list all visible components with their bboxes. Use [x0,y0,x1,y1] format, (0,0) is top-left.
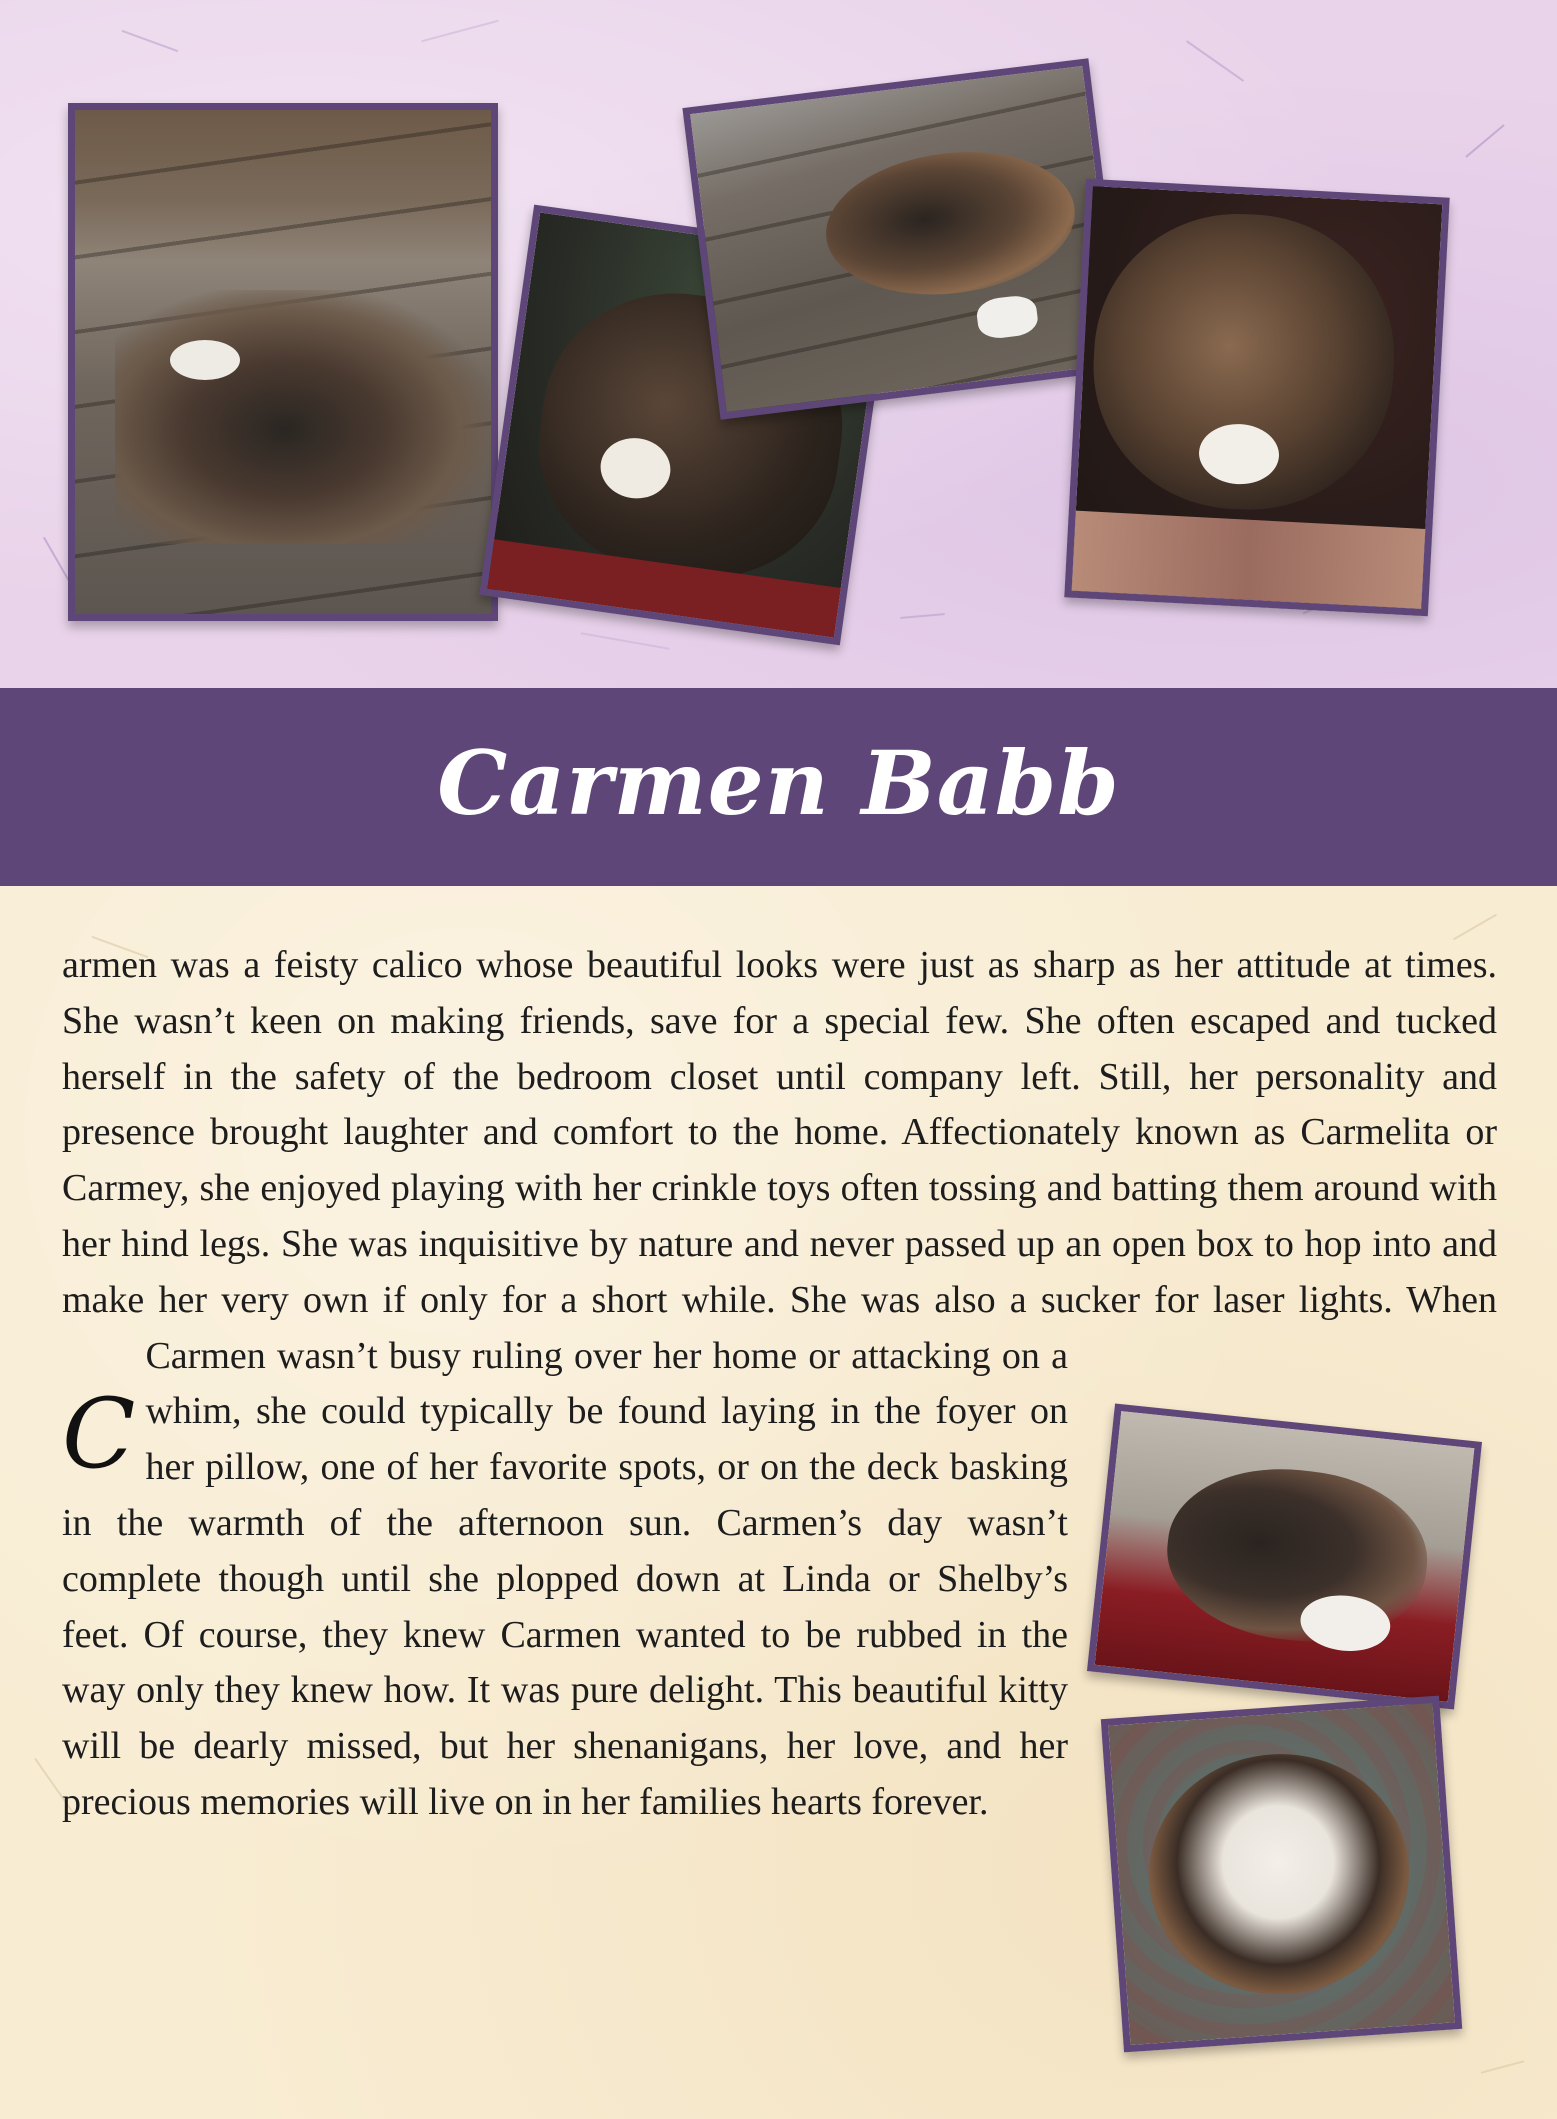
page-title: Carmen Babb [437,731,1120,835]
cat-photo-deck-stretch [682,58,1126,420]
cat-photo-deck-lying [68,103,498,621]
cat-photo-rug-curled [1064,179,1449,616]
cat-photo-rug-belly [1101,1696,1462,2053]
cat-photo-red-pillow [1087,1403,1482,1709]
title-banner [0,688,1557,886]
drop-cap: C [62,1378,136,1490]
story-text: armen was a feisty calico whose beautiful looks were just as sharp as her attitude at times. She wasn’t keen on making friends, save for a special few. She often escaped and tucked herself in the safety of the bedroom closet until company left. Still, her personality and presence brought laughter and comfort to the home. Affectionately known as Carmelita or Carmey, she enjoyed playing with her crinkle toys often tossing and batting them around with her hind legs. She was inquisitive by nature and never passed up an open box to hop into and make her very own if only for a short while. She was also a sucker for laser lights. When Carmen wasn’t busy ruling over her home or attacking on a whim, she could typically be found laying in the foyer on her pillow, one of her favorite spots, or on the deck basking in the warmth of the afternoon sun. Carmen’s day wasn’t complete though until she plopped down at Linda or Shelby’s feet. Of course, they knew Carmen wanted to be rubbed in the way only they knew how. It was pure delight. This beautiful kitty will be dearly missed, but her shenanigans, her love, and her precious memories will live on in her families hearts forever. [62,944,1497,1823]
